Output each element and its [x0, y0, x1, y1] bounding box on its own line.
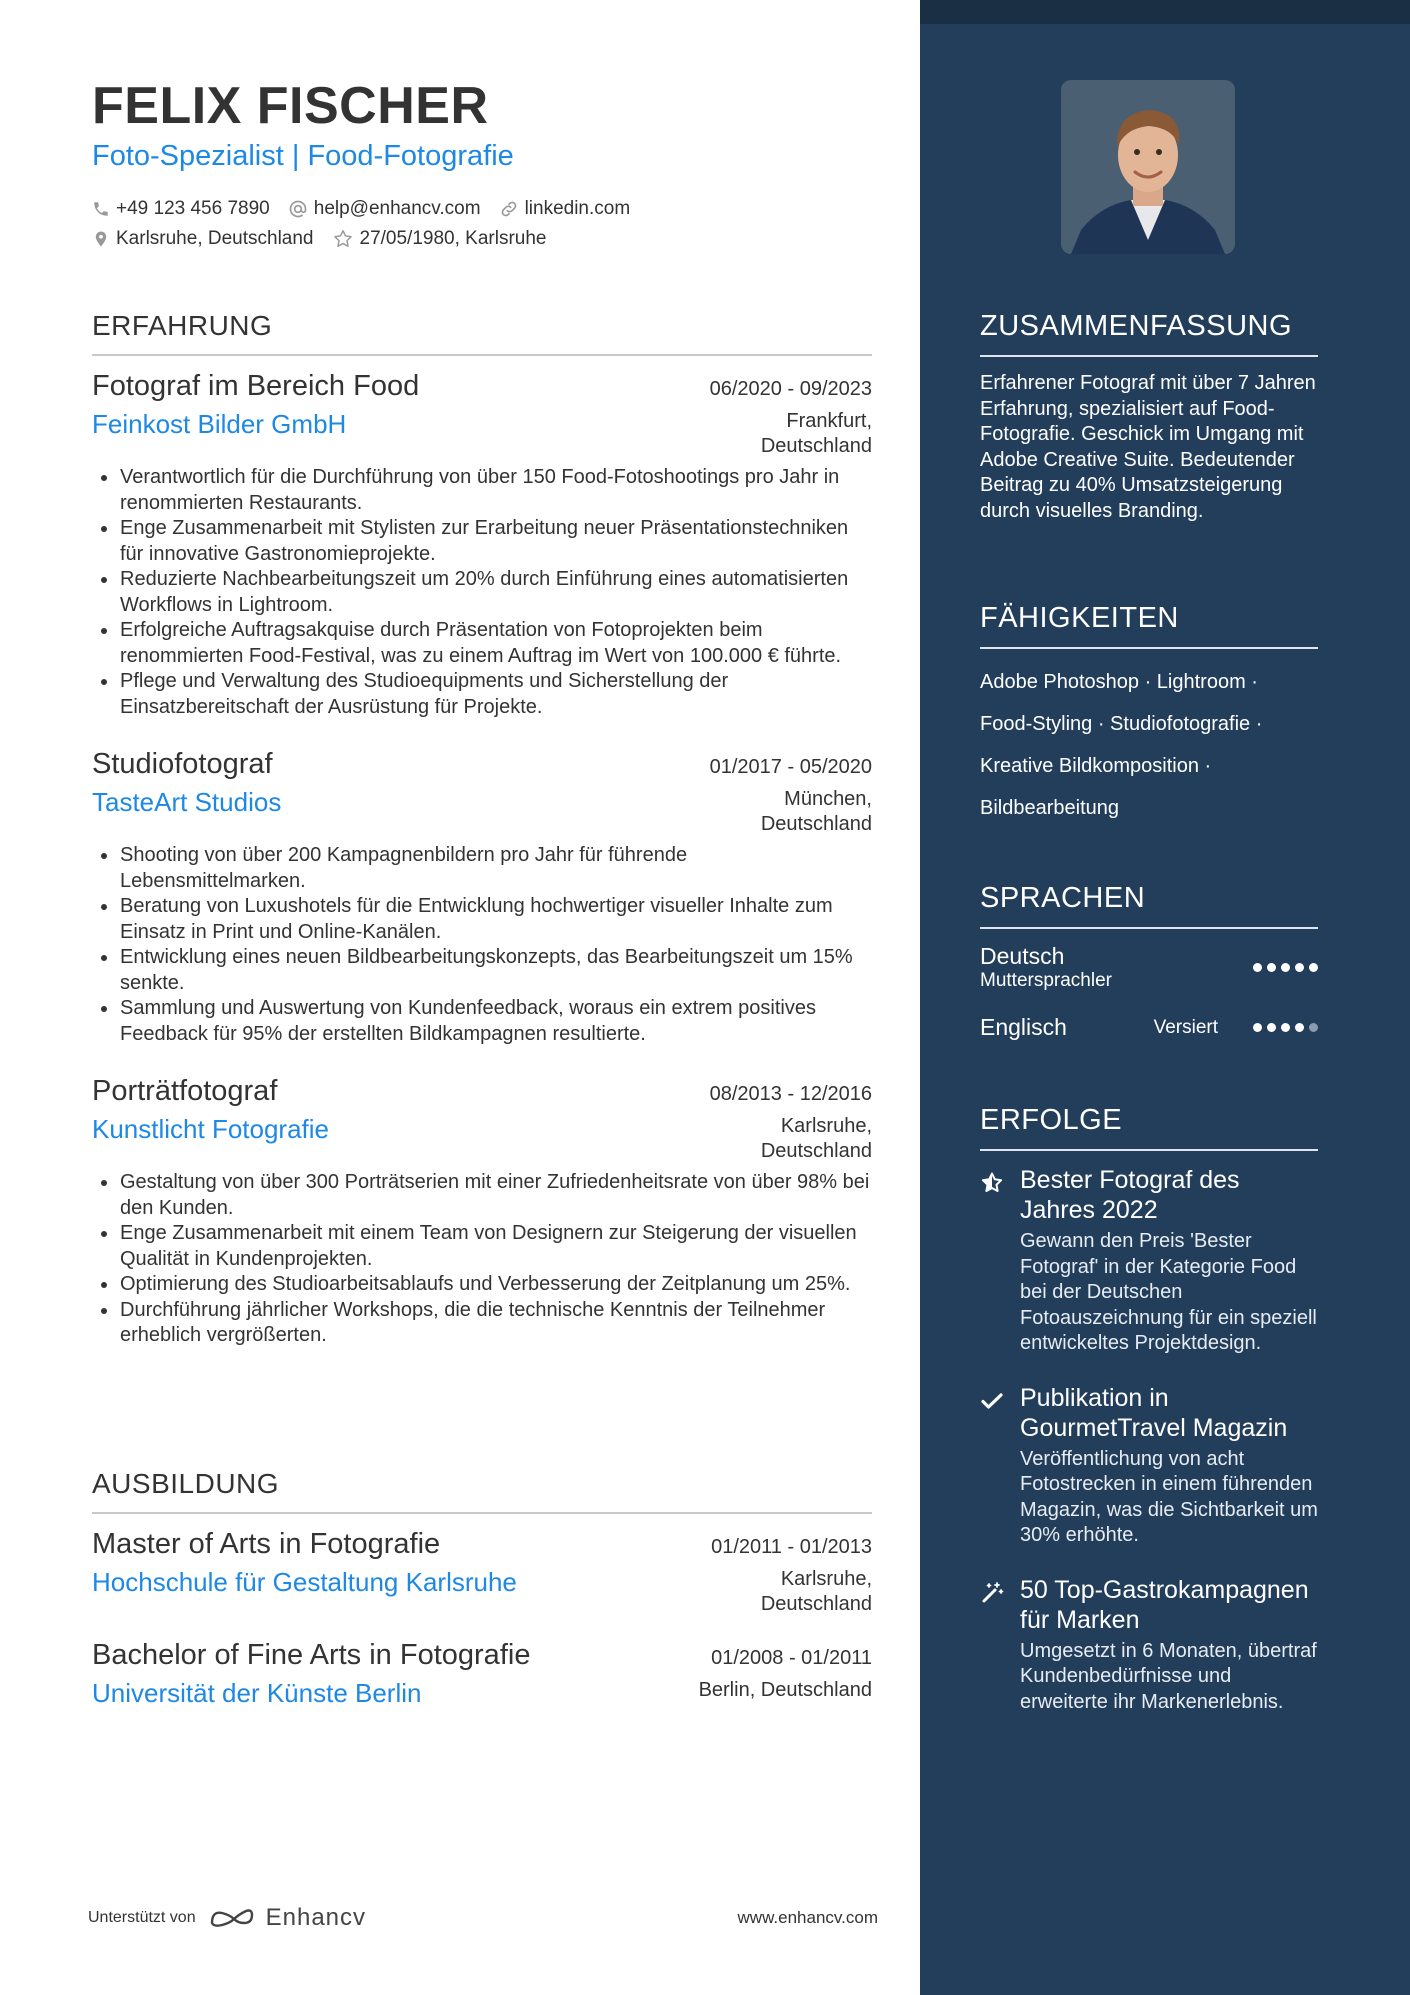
bullet-item: Gestaltung von über 300 Porträtserien mit einer Zufriedenheitsrate von über 98% bei den Kunden.: [92, 1170, 872, 1221]
enhancv-logo-icon: [208, 1905, 258, 1931]
level-dot: [1253, 963, 1262, 972]
at-icon: [288, 199, 308, 219]
languages-section: [980, 882, 1318, 1041]
education-entry: [92, 1639, 872, 1709]
level-dot: [1309, 963, 1318, 972]
job-date: 08/2013 - 12/2016: [709, 1083, 872, 1105]
bullet-item: Beratung von Luxushotels für die Entwicklung hochwertiger visueller Inhalte zum Einsatz in Print und Online-Kanälen.: [92, 894, 872, 945]
level-dot: [1281, 1023, 1290, 1032]
achievement-title: Publikation in GourmetTravel Magazin: [1020, 1383, 1288, 1442]
job-location: München, Deutschland: [760, 788, 872, 835]
job-entry: [92, 1075, 872, 1349]
skills-title: FÄHIGKEITEN: [980, 602, 1318, 649]
achievements-title: ERFOLGE: [980, 1104, 1318, 1151]
phone-contact[interactable]: [92, 198, 270, 220]
level-dot: [1267, 963, 1276, 972]
job-entry: [92, 748, 872, 1047]
candidate-name: FELIX FISCHER: [92, 77, 489, 135]
level-dot: [1267, 1023, 1276, 1032]
education-title: AUSBILDUNG: [92, 1468, 872, 1514]
email-text: help@enhancv.com: [313, 198, 481, 219]
job-bullets: [92, 465, 872, 720]
job-title: Fotograf im Bereich Food: [92, 370, 420, 402]
education-entry: [92, 1528, 872, 1617]
summary-title: ZUSAMMENFASSUNG: [980, 310, 1318, 357]
level-dot: [1295, 1023, 1304, 1032]
degree-title: Bachelor of Fine Arts in Fotografie: [92, 1639, 531, 1671]
birth-contact: [332, 228, 547, 250]
language-dots: [1248, 1023, 1318, 1032]
language-item: [980, 1014, 1318, 1041]
achievement-item: [980, 1575, 1318, 1716]
contact-info: [92, 194, 648, 254]
email-contact[interactable]: [288, 198, 481, 220]
bullet-item: Sammlung und Auswertung von Kundenfeedback, woraus ein extrem positives Feedback für 95% der erstellten Bildkampagnen resultierte.: [92, 996, 872, 1047]
magic-wand-icon: [980, 1581, 1004, 1605]
bullet-item: Verantwortlich für die Durchführung von über 150 Food-Fotoshootings pro Jahr in renommierten Restaurants.: [92, 465, 872, 516]
birth-text: 27/05/1980, Karlsruhe: [359, 228, 547, 249]
experience-title: ERFAHRUNG: [92, 310, 872, 356]
bullet-item: Shooting von über 200 Kampagnenbildern pro Jahr für führende Lebensmittelmarken.: [92, 843, 872, 894]
star-half-icon: [980, 1171, 1004, 1195]
company-name[interactable]: TasteArt Studios: [92, 787, 282, 817]
education-date: 01/2008 - 01/2011: [711, 1647, 872, 1669]
level-dot: [1309, 1023, 1318, 1032]
achievement-desc: Veröffentlichung von acht Fotostrecken in einem führenden Magazin, was die Sichtbarkeit um 30% erhöhte.: [1020, 1447, 1318, 1546]
profile-photo: [1061, 80, 1235, 254]
school-name[interactable]: Hochschule für Gestaltung Karlsruhe: [92, 1567, 517, 1597]
bullet-item: Pflege und Verwaltung des Studioequipments und Sicherstellung der Einsatzbereitschaft der Ausrüstung für Projekte.: [92, 669, 872, 720]
bullet-item: Erfolgreiche Auftragsakquise durch Präsentation von Fotoprojekten beim renommierten Food-Festival, was zu einem Auftrag im Wert von 100.000 € führte.: [92, 618, 872, 669]
achievement-item: [980, 1165, 1318, 1357]
check-icon: [980, 1389, 1004, 1413]
language-dots: [1248, 963, 1318, 972]
location-text: Karlsruhe, Deutschland: [116, 228, 314, 249]
summary-section: [980, 310, 1318, 524]
company-name[interactable]: Feinkost Bilder GmbH: [92, 409, 347, 439]
enhancv-logo[interactable]: [208, 1904, 366, 1932]
skills-section: [980, 602, 1318, 829]
experience-section: [92, 310, 872, 1349]
phone-text: +49 123 456 7890: [116, 198, 270, 219]
star-icon: [332, 228, 354, 250]
job-title: Porträtfotograf: [92, 1075, 278, 1107]
language-item: [980, 943, 1318, 992]
language-name: Deutsch: [980, 943, 1065, 969]
summary-text: Erfahrener Fotograf mit über 7 Jahren Erfahrung, spezialisiert auf Food-Fotografie. Geschick im Umgang mit Adobe Creative Suite. Bedeutender Beitrag zu 40% Umsatzsteigerung durch visuelles Branding.: [980, 372, 1316, 522]
location-pin-icon: [92, 229, 110, 249]
job-location: Karlsruhe, Deutschland: [760, 1115, 872, 1162]
education-section: [92, 1468, 872, 1709]
language-level: Muttersprachler: [980, 970, 1112, 991]
phone-icon: [92, 200, 110, 218]
company-name[interactable]: Kunstlicht Fotografie: [92, 1114, 330, 1144]
job-bullets: [92, 1170, 872, 1349]
skill-line: Food-Styling · Studiofotografie ·: [980, 713, 1263, 735]
achievement-desc: Gewann den Preis 'Bester Fotograf' in der Kategorie Food bei der Deutschen Fotoauszeichnung für ein speziell entwickeltes Projektdesign.: [1020, 1230, 1317, 1354]
school-name[interactable]: Universität der Künste Berlin: [92, 1678, 422, 1708]
achievement-desc: Umgesetzt in 6 Monaten, übertraf Kundenbedürfnisse und erweiterte ihr Markenerlebnis.: [1020, 1639, 1317, 1713]
education-location: Berlin, Deutschland: [698, 1679, 872, 1701]
bullet-item: Durchführung jährlicher Workshops, die die technische Kenntnis der Teilnehmer erheblich vergrößerten.: [92, 1298, 872, 1349]
education-date: 01/2011 - 01/2013: [711, 1536, 872, 1558]
skills-list: [980, 661, 1318, 829]
linkedin-contact[interactable]: [499, 198, 631, 220]
achievements-section: [980, 1104, 1318, 1715]
level-dot: [1281, 963, 1290, 972]
skill-line: Adobe Photoshop · Lightroom ·: [980, 671, 1258, 693]
skill-line: Bildbearbeitung: [980, 797, 1119, 819]
powered-by-text: Unterstützt von: [88, 1909, 196, 1926]
level-dot: [1295, 963, 1304, 972]
job-location: Frankfurt, Deutschland: [760, 410, 872, 457]
achievement-item: [980, 1383, 1318, 1549]
skill-line: Kreative Bildkomposition ·: [980, 755, 1212, 777]
bullet-item: Entwicklung eines neuen Bildbearbeitungskonzepts, das Bearbeitungszeit um 15% senkte.: [92, 945, 872, 996]
job-title: Studiofotograf: [92, 748, 273, 780]
language-name: Englisch: [980, 1014, 1067, 1040]
link-icon: [499, 199, 519, 219]
bullet-item: Enge Zusammenarbeit mit einem Team von Designern zur Steigerung der visuellen Qualität in Kundenprojekten.: [92, 1221, 872, 1272]
footer: [88, 1904, 878, 1932]
location-contact: [92, 228, 314, 250]
linkedin-text: linkedin.com: [524, 198, 631, 219]
job-date: 06/2020 - 09/2023: [709, 378, 872, 400]
education-location: Karlsruhe, Deutschland: [760, 1568, 872, 1615]
degree-title: Master of Arts in Fotografie: [92, 1528, 441, 1560]
level-dot: [1253, 1023, 1262, 1032]
footer-url[interactable]: www.enhancv.com: [737, 1908, 878, 1927]
job-bullets: [92, 843, 872, 1047]
language-level: Versiert: [1153, 1016, 1218, 1038]
candidate-subtitle: Foto-Spezialist | Food-Fotografie: [92, 140, 514, 172]
job-entry: [92, 370, 872, 720]
achievement-title: Bester Fotograf des Jahres 2022: [1020, 1166, 1240, 1224]
bullet-item: Enge Zusammenarbeit mit Stylisten zur Erarbeitung neuer Präsentationstechniken für innovative Gastronomieprojekte.: [92, 516, 872, 567]
sidebar-top-bar: [920, 0, 1410, 24]
bullet-item: Reduzierte Nachbearbeitungszeit um 20% durch Einführung eines automatisierten Workflows in Lightroom.: [92, 567, 872, 618]
languages-title: SPRACHEN: [980, 882, 1318, 929]
bullet-item: Optimierung des Studioarbeitsablaufs und Verbesserung der Zeitplanung um 25%.: [92, 1272, 872, 1298]
enhancv-brand-text: Enhancv: [265, 1904, 367, 1931]
job-date: 01/2017 - 05/2020: [709, 756, 872, 778]
achievement-title: 50 Top-Gastrokampagnen für Marken: [1020, 1575, 1309, 1634]
